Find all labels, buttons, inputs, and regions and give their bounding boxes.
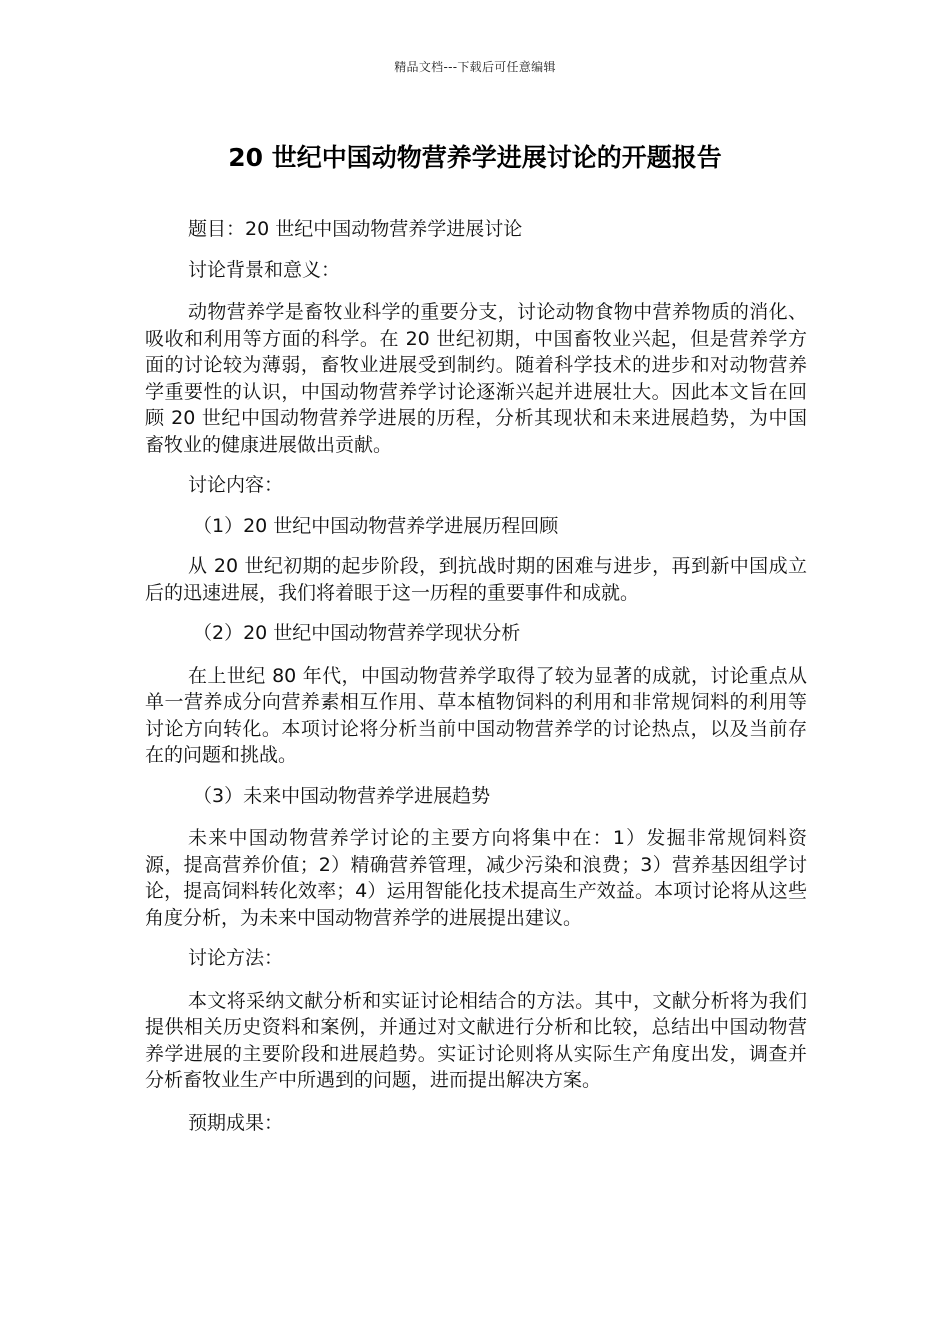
item2-paragraph: 在上世纪 80 年代，中国动物营养学取得了较为显著的成就，讨论重点从单一营养成分向营养素相互作用、草本植物饲料的利用和非常规饲料的利用等讨论方向转化。本项讨论将分析当前中国动物营养学的讨论热点，以及当前存在的问题和挑战。 [145,664,807,766]
background-paragraph: 动物营养学是畜牧业科学的重要分支，讨论动物食物中营养物质的消化、吸收和利用等方面的科学。在 20 世纪初期，中国畜牧业兴起，但是营养学方面的讨论较为薄弱，畜牧业进展受到制约。随着科学技术的进步和对动物营养学重要性的认识，中国动物营养学讨论逐渐兴起并进展壮大。因此本文旨在回顾 20 世纪中国动物营养学进展的历程，分析其现状和未来进展趋势，为中国畜牧业的健康进展做出贡献。 [145,301,807,456]
item3-title: （3）未来中国动物营养学进展趋势 [193,784,491,807]
document-body [145,216,807,1136]
results-heading: 预期成果： [188,1111,284,1134]
method-heading: 讨论方法： [188,947,284,969]
item3-paragraph: 未来中国动物营养学讨论的主要方向将集中在：1）发掘非常规饲料资源，提高营养价值；2）精确营养管理，减少污染和浪费；3）营养基因组学讨论，提高饲料转化效率；4）运用智能化技术提高生产效益。本项讨论将从这些角度分析，为未来中国动物营养学的进展提出建议。 [145,827,807,929]
item1-title: （1）20 世纪中国动物营养学进展历程回顾 [193,514,559,537]
page-header-watermark: 精品文档---下载后可任意编辑 [394,60,556,74]
item2-title: （2）20 世纪中国动物营养学现状分析 [193,622,521,644]
background-heading: 讨论背景和意义： [188,258,341,281]
item1-paragraph: 从 20 世纪初期的起步阶段，到抗战时期的困难与进步，再到新中国成立后的迅速进展，我们将着眼于这一历程的重要事件和成就。 [145,555,807,604]
document-title: 20 世纪中国动物营养学进展讨论的开题报告 [228,143,722,172]
content-heading: 讨论内容： [188,474,284,496]
topic-line: 题目：20 世纪中国动物营养学进展讨论 [188,218,523,240]
method-paragraph: 本文将采纳文献分析和实证讨论相结合的方法。其中，文献分析将为我们提供相关历史资料和案例，并通过对文献进行分析和比较，总结出中国动物营养学进展的主要阶段和进展趋势。实证讨论则将从实际生产角度出发，调查并分析畜牧业生产中所遇到的问题，进而提出解决方案。 [145,989,807,1091]
